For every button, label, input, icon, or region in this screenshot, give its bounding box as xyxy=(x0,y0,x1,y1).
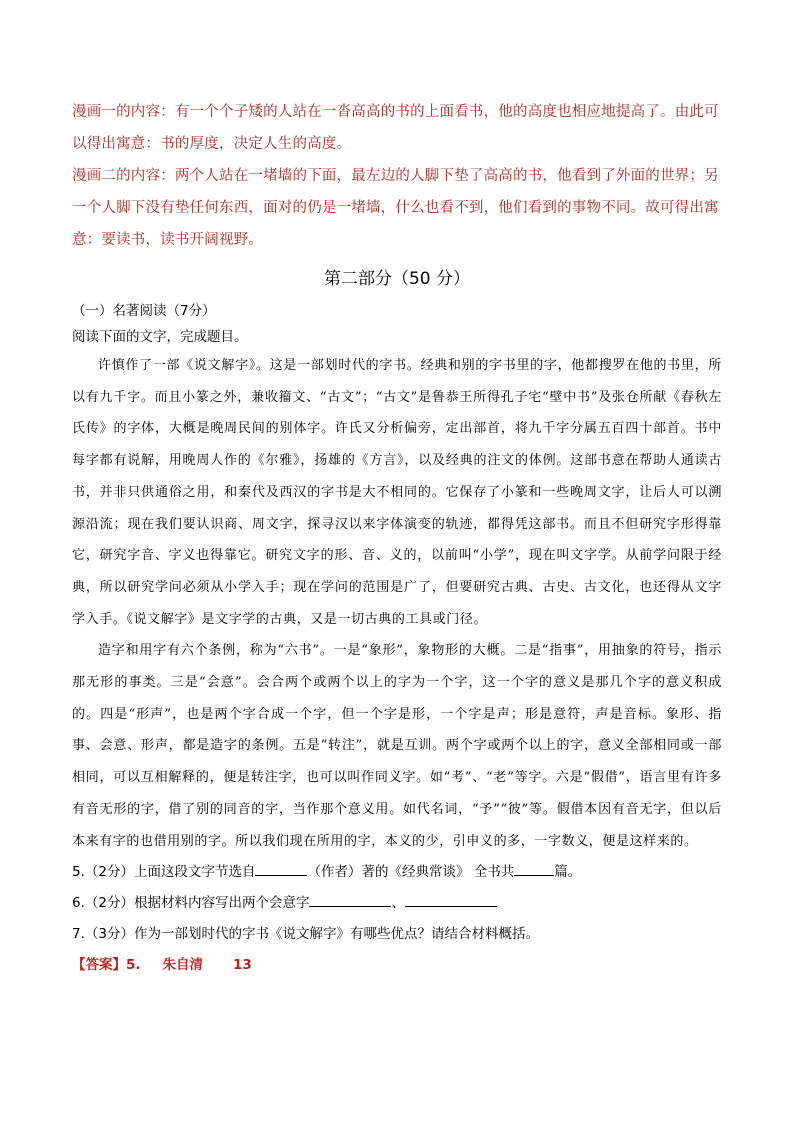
question-6-sep: 、 xyxy=(391,895,405,912)
passage-paragraph-2: 造字和用字有六个条例，称为“六书”。一是“象形”，象物形的大概。二是“指事”，用抽象的符号，指示那无形的事类。三是“会意”。会合两个或两个以上的字为一个字，这一个字的意义是那几个字的意义积成的。四是“形声”，也是两个字合成一个字，但一个字是形，一个字是声；形是意符，声是音标。象形、指事、会意、形声，都是造字的条例。五是“转注”，就是互训。两个字或两个以上的字，意义全部相同或一部相同，可以互相解释的，便是转注字，也可以叫作同义字。如“考”、“老”等字。六是“假借”，语言里有许多有音无形的字，借了别的同音的字，当作那个意义用。如代名词，“予”“彼”等。假借本因有音无字，但以后本来有字的也借用别的字。所以我们现在所用的字，本义的少，引申义的多，一字数义，便是这样来的。 xyxy=(72,643,722,849)
section-title: 第二部分（50 分） xyxy=(323,269,471,289)
reading-instruction: 阅读下面的文字，完成题目。 xyxy=(72,329,248,345)
question-6 xyxy=(72,888,722,919)
question-5-suffix: 篇。 xyxy=(554,864,582,881)
question-7: 7.（3分）作为一部划时代的字书《说文解字》有哪些优点？请结合材料概括。 xyxy=(72,926,539,943)
chapter-count-blank[interactable] xyxy=(514,861,554,876)
answer-author: 朱自清 xyxy=(162,957,204,974)
document-page xyxy=(72,96,722,980)
subsection-title: （一）名著阅读（7分） xyxy=(72,303,216,319)
question-5-prefix: 5.（2分）上面这段文字节选自 xyxy=(72,864,256,881)
question-5-mid: （作者）著的《经典常谈》 全书共 xyxy=(307,864,515,881)
question-5 xyxy=(72,857,722,888)
answer-label: 【答案】 xyxy=(72,957,126,974)
passage-paragraph-1: 许慎作了一部《说文解字》。这是一部划时代的字书。经典和别的字书里的字，他都搜罗在他的书里，所以有九千字。而且小篆之外，兼收籀文、“古文”；“古文”是鲁恭王所得孔子宅“壁中书”及张仓所献《春秋左氏传》的字体，大概是晚周民间的别体字。许氏又分析偏旁，定出部首，将九千字分属五百四十部首。书中每字都有说解，用晚周人作的《尔雅》，扬雄的《方言》，以及经典的注文的体例。这部书意在帮助人通读古书，并非只供通俗之用，和秦代及西汉的字书是大不相同的。它保存了小篆和一些晚周文字，让后人可以溯源沿流；现在我们要认识商、周文字，探寻汉以来字体演变的轨迹，都得凭这部书。而且不但研究字形得靠它，研究字音、字义也得靠它。研究文字的形、音、义的，以前叫“小学”，现在叫文字学。从前学问限于经典，所以研究学问必须从小学入手；现在学问的范围是广了，但要研究古典、古史、古文化，也还得从文字学入手。《说文解字》是文字学的古典，又是一切古典的工具或门径。 xyxy=(72,358,722,627)
cartoon-two-answer: 漫画二的内容：两个人站在一堵墙的下面，最左边的人脚下垫了高高的书，他看到了外面的世界；另一个人脚下没有垫任何东西，面对的仍是一堵墙，什么也看不到，他们看到的事物不同。故可得出寓意：要读书，读书开阔视野。 xyxy=(72,168,719,248)
answer-chapter-count: 13 xyxy=(233,957,252,974)
answer-line xyxy=(72,950,722,980)
cartoon-one-answer: 漫画一的内容：有一个个子矮的人站在一沓高高的书的上面看书，他的高度也相应地提高了。由此可以得出寓意：书的厚度，决定人生的高度。 xyxy=(72,104,719,152)
author-blank[interactable] xyxy=(255,861,307,876)
answer-number: 5. xyxy=(126,957,141,974)
huiyi-char-blank-1[interactable] xyxy=(309,892,391,907)
huiyi-char-blank-2[interactable] xyxy=(405,892,497,907)
question-6-prefix: 6.（2分）根据材料内容写出两个会意字 xyxy=(72,895,310,912)
